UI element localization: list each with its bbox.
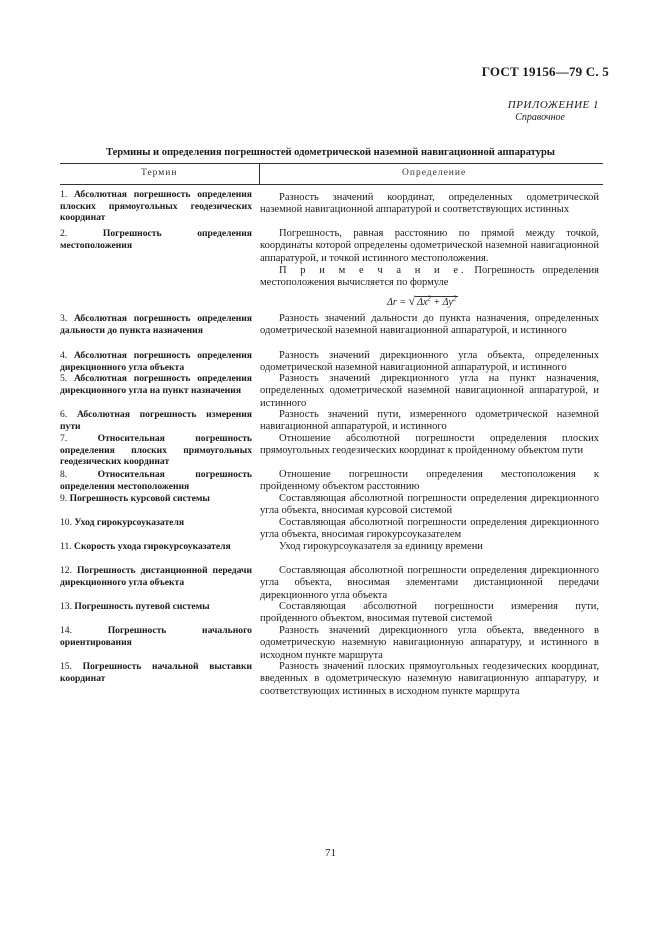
appendix-label: ПРИЛОЖЕНИЕ 1 [507,99,599,111]
definition-15: Разность значений плоских прямоугольных геодезических координат, введенных в одометрическую наземную навигационную аппаратуру, и соответствующих истинных в исходном пункте маршрута [260,661,599,697]
term-8: 8. Относительная погрешность определения местоположения [60,469,252,492]
definition-5: Разность значений дирекционного угла на пункт назначения, определенных одометрической наземной навигационной аппаратурой, и истинного [260,373,599,409]
definition-14: Разность значений дирекционного угла объекта, введенного в одометрическую наземную навигационную аппаратуру, и истинного в исходном пункте маршрута [260,625,599,661]
definition-8: Отношение погрешности определения местоположения к пройденному объектом расстоянию [260,469,599,493]
appendix-kind: Справочное [515,112,565,123]
term-2: 2. Погрешность определения местоположения [60,228,252,251]
definition-11: Уход гирокурсоуказателя за единицу времени [279,541,483,552]
definition-12: Составляющая абсолютной погрешности определения дирекционного угла объекта, вносимая элементами дистанционной передачи дирекционного угла объекта [260,565,599,601]
column-header-definition: Определение [402,168,467,178]
table-top-rule [60,163,603,164]
sqrt-symbol: √ [408,294,416,308]
term-5: 5. Абсолютная погрешность определения дирекционного угла на пункт назначения [60,373,252,396]
definition-3: Разность значений дальности до пункта назначения, определенных одометрической наземной навигационной аппаратурой, и истинного [260,313,599,337]
header-divider [259,163,260,184]
term-15: 15. Погрешность начальной выставки координат [60,661,252,684]
definition-10: Составляющая абсолютной погрешности определения дирекционного угла объекта, вносимая гирокурсоуказателем [260,517,599,541]
definition-6: Разность значений пути, измеренного одометрической наземной навигационной аппаратурой, и истинного [260,409,599,433]
definition-7: Отношение абсолютной погрешности определения плоских прямоугольных геодезических координат к пройденному объектом пути [260,433,599,457]
definition-2: Погрешность, равная расстоянию по прямой между точкой, координаты которой определены одометрической наземной навигационной аппаратурой, и точкой истинного местоположения. [260,228,599,264]
note-text: Погрешность определения местоположения вычисляется по формуле [260,265,599,289]
term-10: 10. Уход гирокурсоуказателя [60,517,185,528]
term-14: 14. Погрешность начального ориентирования [60,625,252,648]
header-bottom-rule [60,184,603,185]
term-11: 11. Скорость ухода гирокурсоуказателя [60,541,231,552]
formula: Δr = √ $\Delta x^2 + \Delta y^2$ [387,294,457,308]
note-block [260,265,599,290]
document-header: ГОСТ 19156—79 С. 5 [481,64,609,79]
definition-4: Разность значений дирекционного угла объекта, определенных одометрической наземной навигационной аппаратурой, и истинного [260,350,599,374]
term-12: 12. Погрешность дистанционной передачи дирекционного угла объекта [60,565,252,588]
definition-9: Составляющая абсолютной погрешности определения дирекционного угла объекта, вносимая курсовой системой [260,493,599,517]
term-1: 1. Абсолютная погрешность определения плоских прямоугольных геодезических координат [60,189,252,224]
definition-13: Составляющая абсолютной погрешности измерения пути, пройденного объектом, вносимая путевой системой [260,601,599,625]
column-header-term: Термин [141,168,178,178]
note-label: П р и м е ч а н и е. [279,265,467,276]
table-title: Термины и определения погрешностей одометрической наземной навигационной аппаратуры [106,147,555,158]
term-6: 6. Абсолютная погрешность измерения пути [60,409,252,432]
term-4: 4. Абсолютная погрешность определения дирекционного угла объекта [60,350,252,373]
definition-1: Разность значений координат, определенных одометрической наземной навигационной аппаратурой и соответствующих истинных [260,192,599,216]
term-3: 3. Абсолютная погрешность определения дальности до пункта назначения [60,313,252,336]
page-number: 71 [325,847,336,859]
term-13: 13. Погрешность путевой системы [60,601,210,612]
term-9: 9. Погрешность курсовой системы [60,493,210,504]
term-7: 7. Относительная погрешность определения плоских прямоугольных геодезических координат [60,433,252,468]
